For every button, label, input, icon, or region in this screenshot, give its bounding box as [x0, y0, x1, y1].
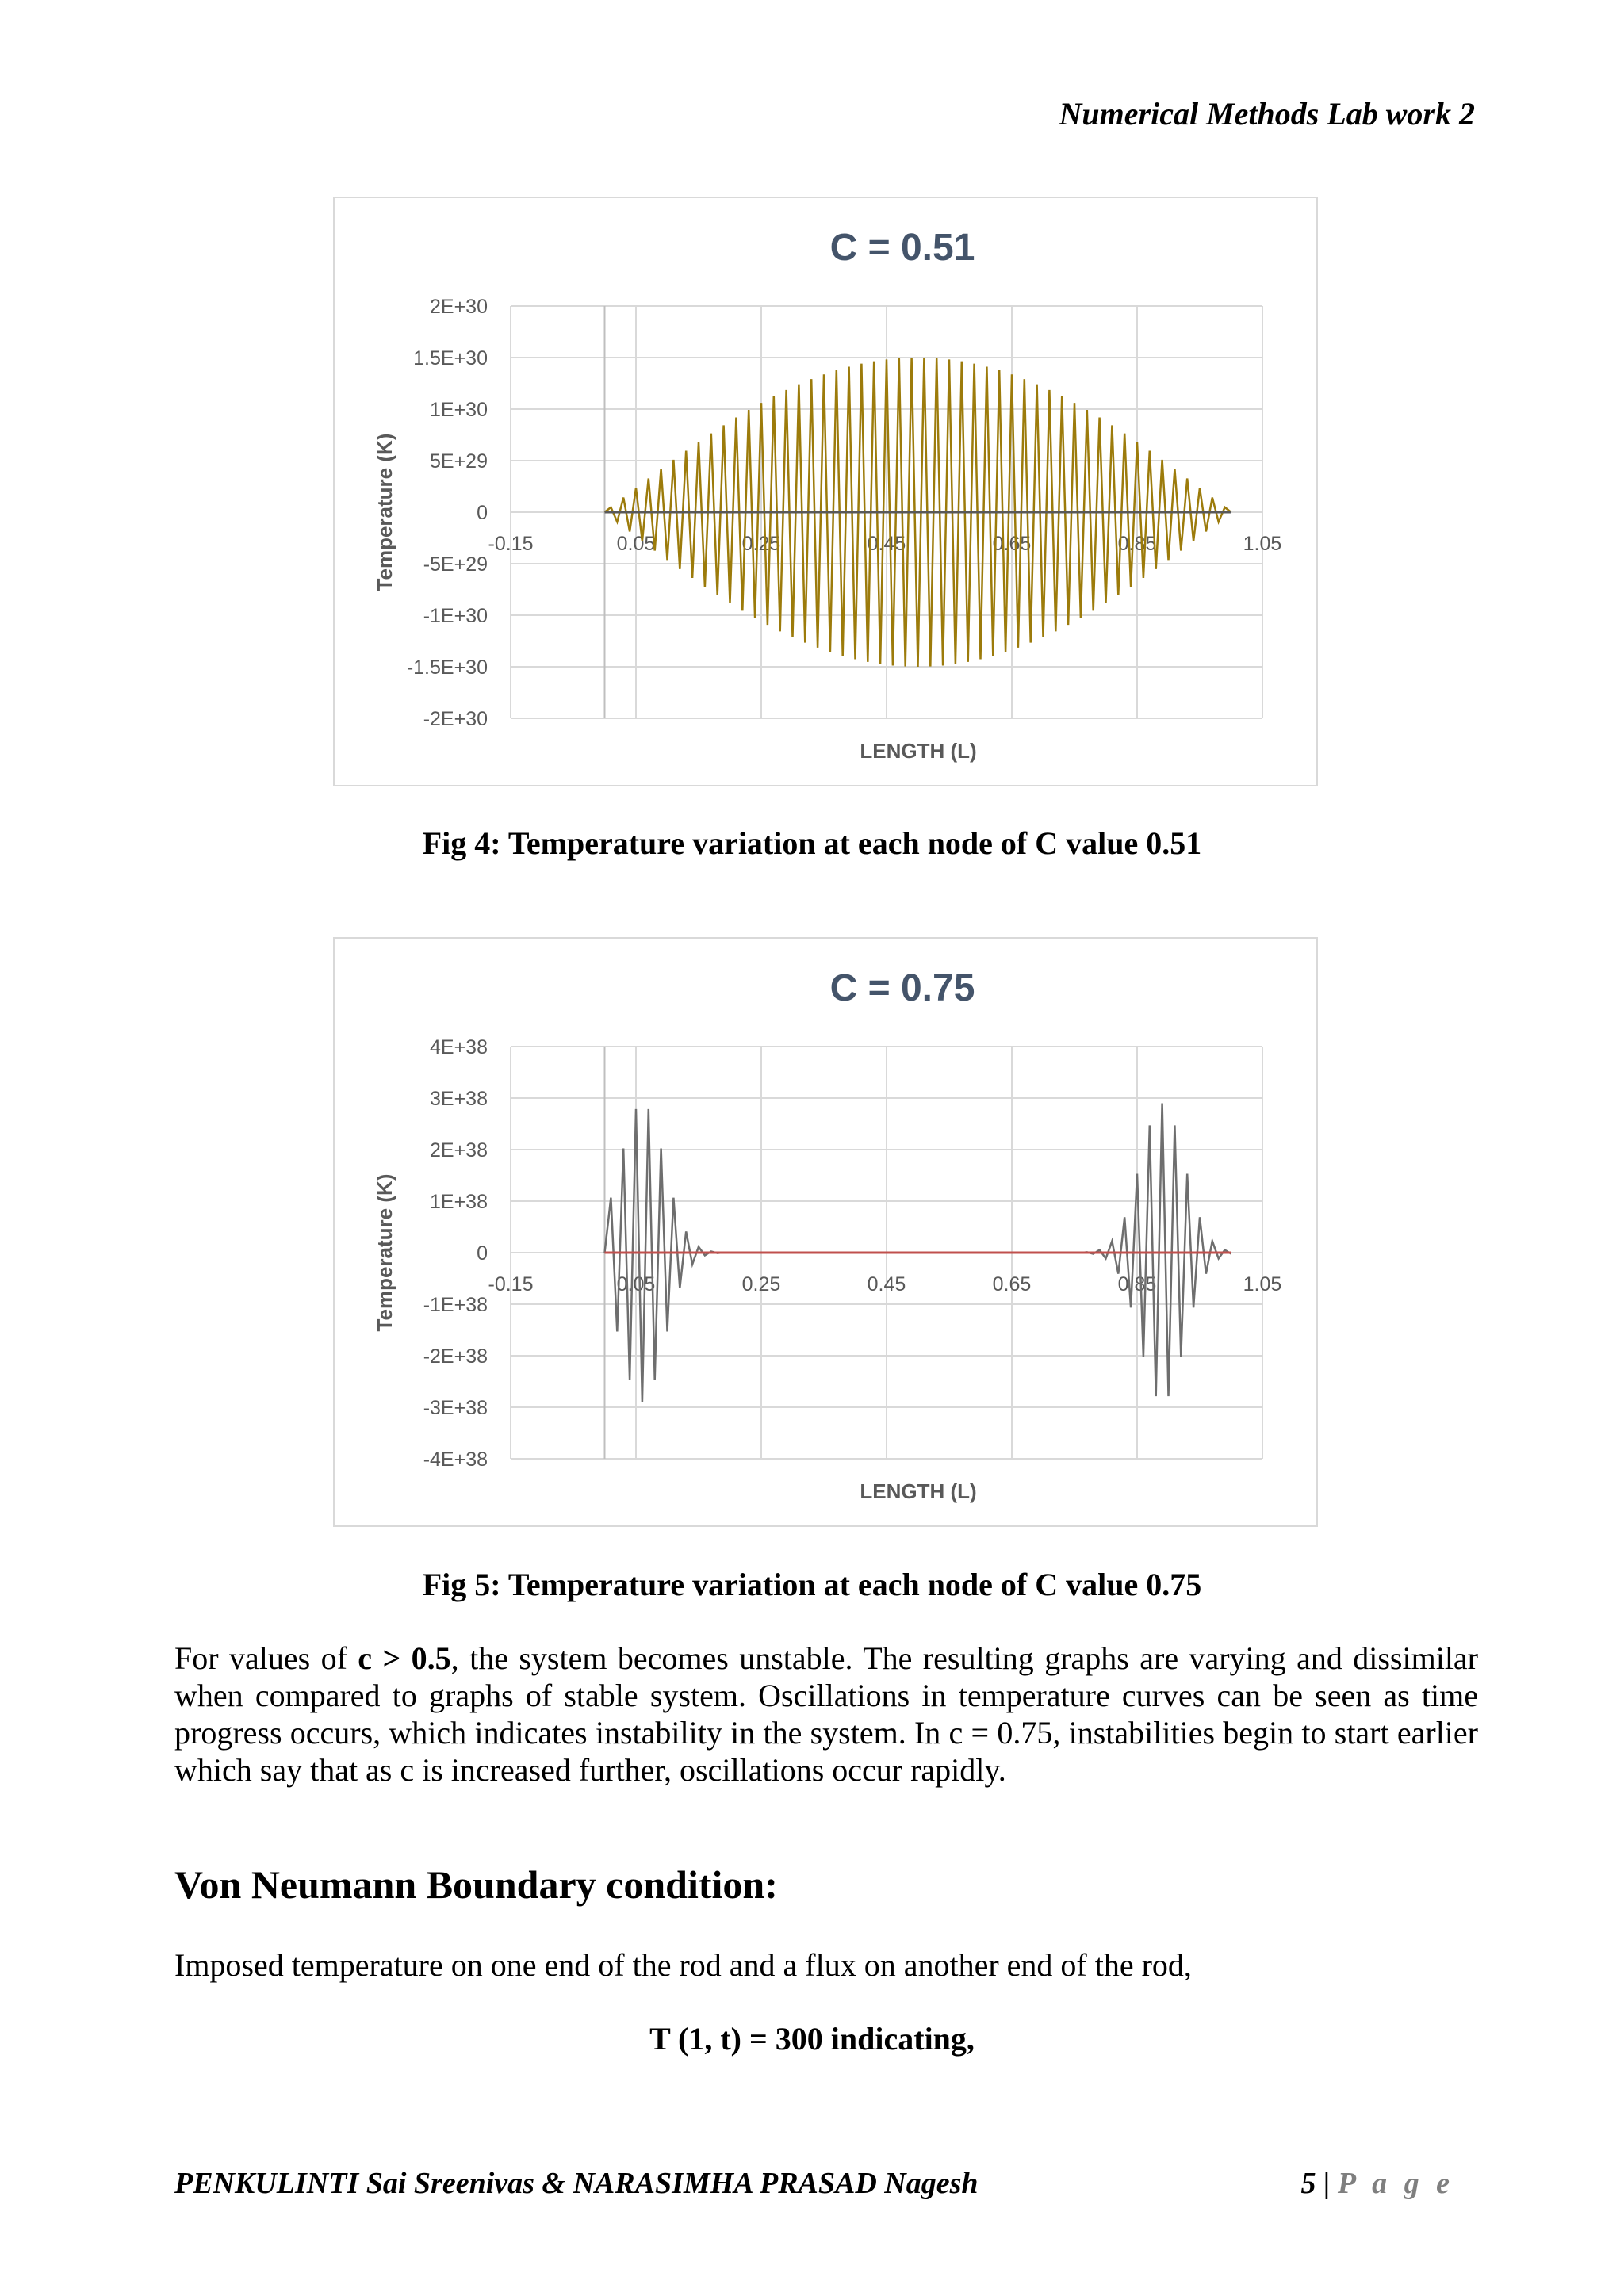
x-tick-label: 0.25 [741, 533, 781, 555]
chart-title: C = 0.51 [829, 227, 975, 269]
x-tick-label: 0.65 [992, 1273, 1032, 1295]
x-tick-label: 0.85 [1117, 1273, 1157, 1295]
y-tick-label: -5E+29 [423, 553, 488, 576]
chart-c075 [333, 937, 1318, 1527]
x-tick-label: 0.05 [616, 533, 656, 555]
chart-c075-svg [335, 939, 1316, 1525]
page-number: 5 [1300, 2167, 1316, 2200]
footer-authors: PENKULINTI Sai Sreenivas & NARASIMHA PRASAD Nagesh [174, 2167, 979, 2200]
footer-page [1300, 2166, 1454, 2201]
page-separator: | [1323, 2167, 1331, 2200]
paragraph-boundary: Imposed temperature on one end of the rod and a flux on another end of the rod, [174, 1947, 1192, 1983]
x-axis-title: LENGTH (L) [860, 739, 977, 763]
y-tick-label: -1.5E+30 [406, 656, 488, 679]
figure-caption-5: Fig 5: Temperature variation at each node of C value 0.75 [422, 1567, 1202, 1602]
y-tick-label: 2E+38 [430, 1139, 488, 1161]
y-tick-label: 0 [477, 502, 488, 524]
y-tick-label: -1E+38 [423, 1294, 488, 1316]
y-tick-label: 1E+30 [430, 399, 488, 421]
y-tick-label: 1.5E+30 [413, 347, 488, 369]
y-tick-label: 0 [477, 1242, 488, 1265]
x-tick-label: 0.45 [867, 533, 906, 555]
paragraph-instability [174, 1640, 1478, 1789]
page-label: P a g e [1337, 2167, 1454, 2200]
y-tick-label: -3E+38 [423, 1397, 488, 1419]
para-text: , the system becomes unstable. The resulting graphs are varying and dissimilar when compared to graphs of stable system. Oscillations in temperature curves can be seen as time progress occurs, which indicates instability in the system. In c = 0.75, instabilities begin to start earlier which say that as c is increased further, oscillations occur rapidly. [174, 1640, 1479, 1788]
x-tick-label: 0.85 [1117, 533, 1157, 555]
equation: T (1, t) = 300 indicating, [649, 2021, 975, 2057]
document-header: Numerical Methods Lab work 2 [1059, 96, 1475, 132]
x-tick-label: 0.45 [867, 1273, 906, 1295]
figure-caption-4: Fig 4: Temperature variation at each node of C value 0.51 [422, 825, 1202, 861]
y-axis-title: Temperature (K) [373, 1173, 396, 1332]
x-tick-label: -0.15 [488, 533, 534, 555]
y-tick-label: 4E+38 [430, 1036, 488, 1058]
x-tick-label: 1.05 [1243, 533, 1282, 555]
x-tick-label: 0.65 [992, 533, 1032, 555]
x-tick-label: 0.05 [616, 1273, 656, 1295]
y-tick-label: -4E+38 [423, 1448, 488, 1471]
y-tick-label: -2E+38 [423, 1345, 488, 1368]
para-bold-condition: c > 0.5 [358, 1640, 451, 1676]
y-tick-label: -2E+30 [423, 708, 488, 730]
y-axis-title: Temperature (K) [373, 433, 396, 591]
chart-c051-svg [335, 198, 1316, 785]
x-axis-title: LENGTH (L) [860, 1479, 977, 1503]
y-tick-label: 3E+38 [430, 1088, 488, 1110]
chart-title: C = 0.75 [829, 967, 975, 1009]
x-tick-label: -0.15 [488, 1273, 534, 1295]
para-text: For values of [174, 1640, 358, 1676]
chart-c051 [333, 197, 1318, 786]
y-tick-label: -1E+30 [423, 605, 488, 627]
x-tick-label: 0.25 [741, 1273, 781, 1295]
section-heading: Von Neumann Boundary condition: [174, 1862, 778, 1907]
x-tick-label: 1.05 [1243, 1273, 1282, 1295]
y-tick-label: 1E+38 [430, 1191, 488, 1213]
y-tick-label: 5E+29 [430, 450, 488, 473]
y-tick-label: 2E+30 [430, 296, 488, 318]
